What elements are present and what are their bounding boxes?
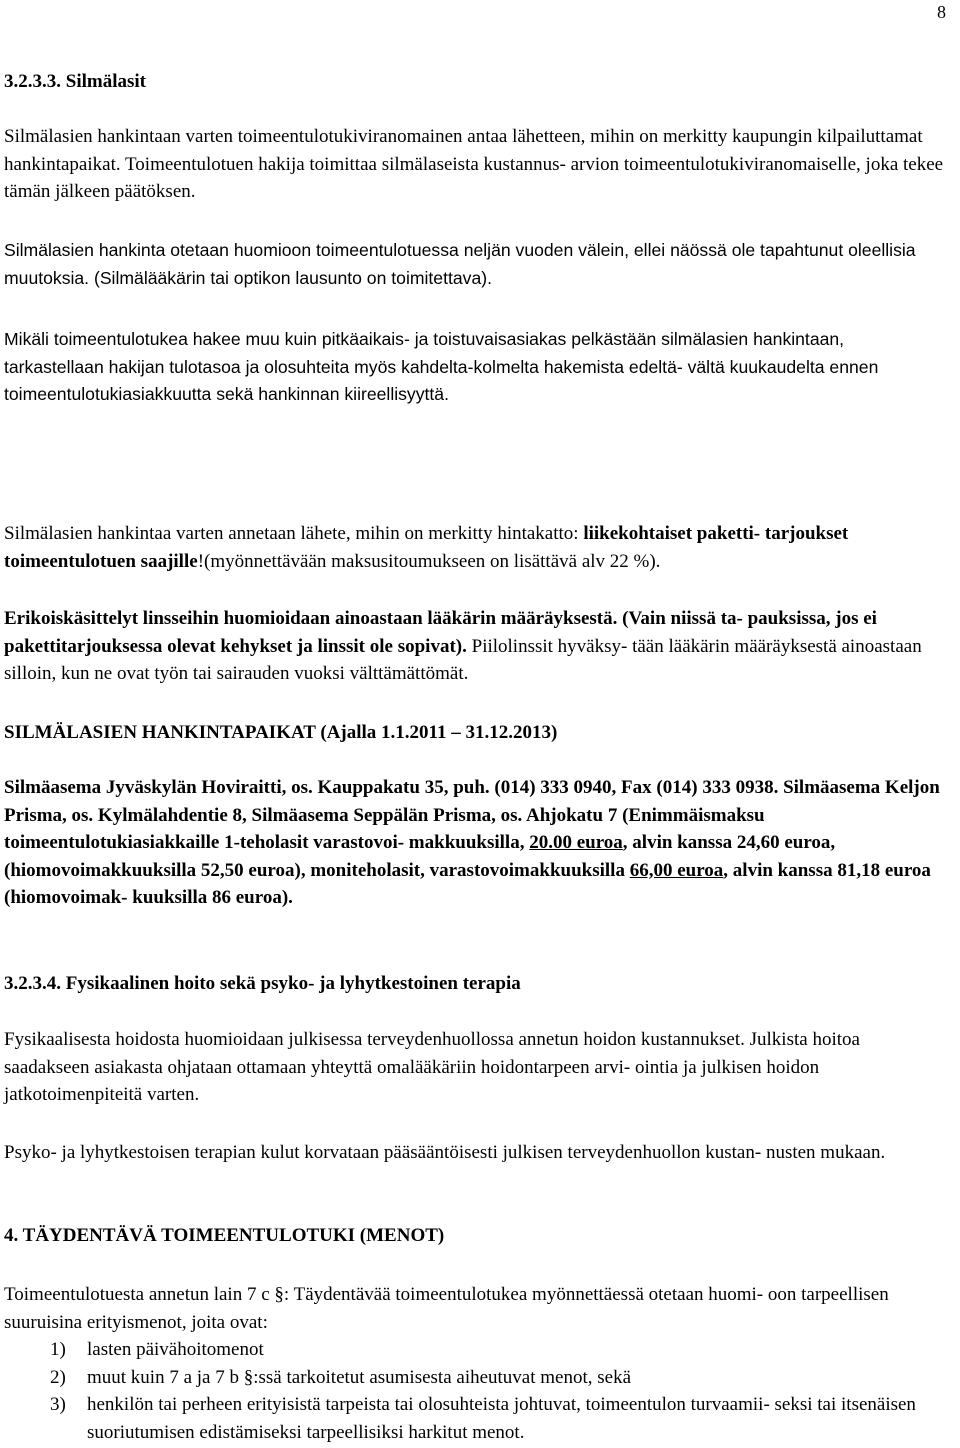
list-item-number: 1) — [50, 1339, 66, 1360]
section-heading-supplementary: 4. TÄYDENTÄVÄ TOIMEENTULOTUKI (MENOT) — [4, 1225, 445, 1246]
section-heading-silmalasit: 3.2.3.3. Silmälasit — [4, 71, 146, 92]
list-item-text: henkilön tai perheen erityisistä tarpeista tai olosuhteista johtuvat, toimeentulon turvaamii- seksi tai itsenäisen suoriutumisen edistämiseksi tarpeellisiksi harkitut menot. — [87, 1394, 916, 1443]
paragraph-purchase-places — [4, 774, 944, 912]
places-heading: SILMÄLASIEN HANKINTAPAIKAT (Ajalla 1.1.2011 – 31.12.2013) — [4, 722, 558, 743]
paragraph-special-lenses — [4, 605, 944, 688]
contact-lenses-text: Piilolinssit hyväksy- tään lääkärin määräyksestä ainoastaan silloin, kun ne ovat työn tai sairauden vuoksi välttämättömät. — [4, 635, 922, 684]
section-heading-physio: 3.2.3.4. Fysikaalinen hoito sekä psyko- ja lyhytkestoinen terapia — [4, 973, 521, 994]
paragraph-price-cap — [4, 520, 944, 575]
list-item-number: 3) — [50, 1394, 66, 1415]
paragraph-income-check: Mikäli toimeentulotukea hakee muu kuin pitkäaikais- ja toistuvaisasiakas pelkästään silmälasien hankintaan, tarkastellaan hakijan tulotasoa ja olosuhteita myös kahdelta-kolmelta hakemista edeltä- vältä kuukaudelta ennen toimeentulotukiasiakkuutta sekä hankinnan kiireellisyyttä. — [4, 329, 879, 404]
paragraph-supplementary-intro: Toimeentulotuesta annetun lain 7 c §: Täydentävää toimeentulotukea myönnettäessä otetaan huomi- oon tarpeellisen suuruisina erityismenot, joita ovat: — [4, 1284, 889, 1333]
list-item-text: muut kuin 7 a ja 7 b §:ssä tarkoitetut asumisesta aiheutuvat menot, sekä — [87, 1366, 632, 1388]
list-item — [4, 1336, 944, 1364]
list-item — [4, 1391, 944, 1446]
places-text-3: , alvin kanssa 81,18 euroa (hiomovoimak- kuuksilla 86 euroa). — [4, 859, 931, 908]
paragraph-psychotherapy: Psyko- ja lyhytkestoisen terapian kulut korvataan pääsääntöisesti julkisen terveydenhuollon kustan- nusten mukaan. — [4, 1142, 886, 1163]
places-text-2: , alvin kanssa 24,60 euroa, (hiomovoimakkuuksilla 52,50 euroa), moniteholasit, varastovoimakkuuksilla — [4, 832, 836, 881]
special-lenses-bold: Erikoiskäsittelyt linsseihin huomioidaan ainoastaan lääkärin määräyksestä. (Vain niissä ta- pauksissa, jos ei pakettitarjouksessa olevat kehykset ja linssit ole sopivat). — [4, 608, 877, 657]
page-number: 8 — [937, 2, 946, 22]
paragraph-referral: Silmälasien hankintaan varten toimeentulotukiviranomainen antaa lähetteen, mihin on merkitty kaupungin kilpailuttamat hankintapaikat. Toimeentulotuen hakija toimittaa silmälaseista kustannus- arvion toimeentulotukiviranomaiselle, joka tekee tämän jälkeen päätöksen. — [4, 126, 944, 202]
price-multifocal: 66,00 euroa — [629, 859, 724, 881]
price-cap-highlight: liikekohtaiset paketti- tarjoukset toimeentulotuen saajille — [4, 523, 849, 572]
list-item — [4, 1364, 944, 1392]
paragraph-four-years: Silmälasien hankinta otetaan huomioon toimeentulotuessa neljän vuoden välein, ellei näössä ole tapahtunut oleellisia muutoksia. (Silmälääkärin tai optikon lausunto on toimitettava). — [4, 240, 916, 288]
places-text-1: Silmäasema Jyväskylän Hoviraitti, os. Kauppakatu 35, puh. (014) 333 0940, Fax (014) 333 0938. Silmäasema Keljon Prisma, os. Kylmälahdentie 8, Silmäasema Seppälän Prisma, os. Ahjokatu 7 (Enimmäismaksu toimeentulotukiasiakkaille 1-teholasit varastovoi- makkuuksilla, — [4, 777, 940, 853]
vat-note: !(myönnettävään maksusitoumukseen on lisättävä alv 22 %). — [197, 550, 661, 572]
paragraph-physio: Fysikaalisesta hoidosta huomioidaan julkisessa terveydenhuollossa annetun hoidon kustannukset. Julkista hoitoa saadakseen asiakasta ohjataan ottamaan yhteyttä omalääkäriin hoidontarpeen arvi- ointia ja julkisen hoidon jatkotoimenpiteitä varten. — [4, 1029, 860, 1105]
special-expenses-list — [4, 1336, 944, 1446]
price-cap-text: Silmälasien hankintaa varten annetaan lähete, mihin on merkitty hintakatto: — [4, 523, 584, 544]
list-item-text: lasten päivähoitomenot — [87, 1339, 264, 1360]
list-item-number: 2) — [50, 1366, 66, 1388]
price-single-vision: 20.00 euroa — [529, 832, 623, 853]
